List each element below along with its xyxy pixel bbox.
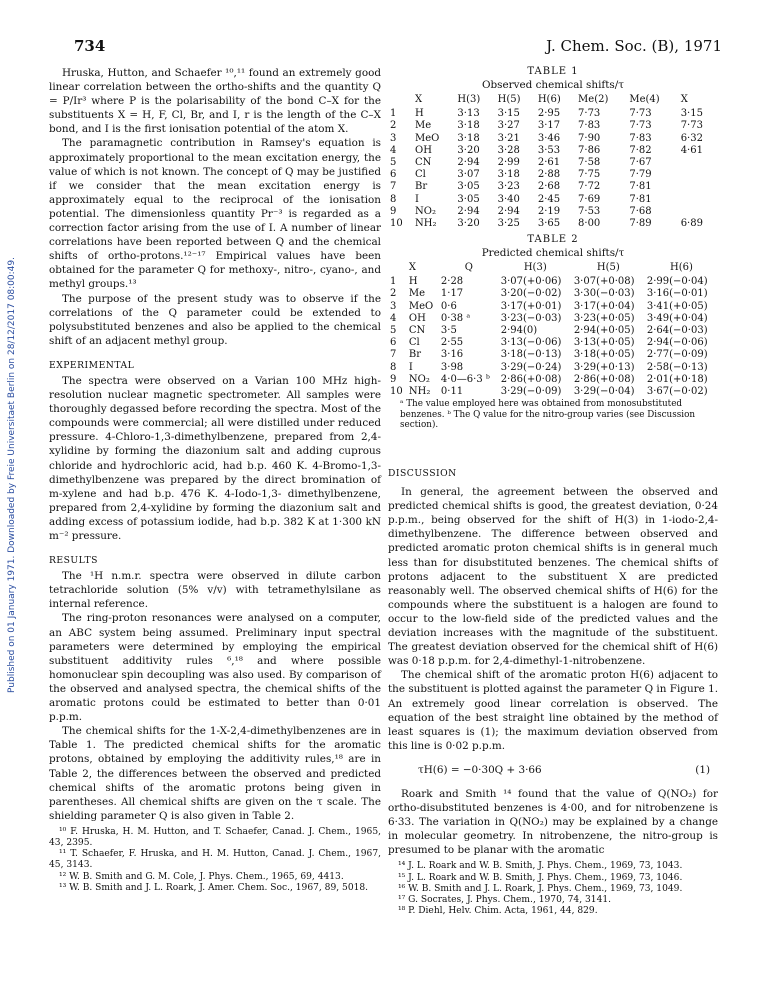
table-cell: 3·41(+0·05) — [646, 300, 708, 312]
equation-number: (1) — [695, 763, 710, 776]
table-cell: 7·73 — [629, 120, 652, 132]
discussion-heading: DISCUSSION — [388, 468, 457, 479]
table-2-grid — [388, 262, 718, 398]
table-cell: 2·55 — [440, 337, 464, 349]
table-cell: I — [408, 361, 413, 373]
table-cell: Br — [408, 349, 422, 361]
table-row — [388, 276, 718, 288]
table-cell: 2·45 — [537, 193, 561, 205]
table-cell: 3·07(+0·06) — [500, 276, 562, 288]
equation-1 — [388, 763, 718, 777]
table-cell: 3·29(−0·09) — [500, 386, 562, 398]
table-cell: 3·67(−0·02) — [646, 386, 708, 398]
table-cell: 9 — [390, 373, 397, 385]
table-cell: 3·13(+0·05) — [573, 337, 635, 349]
intro-paragraph-1: Hruska, Hutton, and Schaefer ¹⁰,¹¹ found an extremely good linear correlation between the ortho-shifts and the quantity Q = P/Ir³ where P is the polarisability of the bond C–X for the substituents X = H, F, Cl, Br, and I, r is the length of the C–X bond, and I is the first ionisation potential of the atom X. — [49, 67, 381, 136]
table-cell: 3·49(+0·04) — [646, 312, 708, 324]
table-cell: 3·29(+0·13) — [573, 361, 635, 373]
table-cell: 2·58(−0·13) — [646, 361, 708, 373]
table-cell: NH₂ — [415, 218, 437, 230]
table-cell: 3·20 — [457, 144, 480, 156]
table-cell: 10 — [390, 218, 403, 230]
table-row — [388, 194, 718, 206]
table-cell: 2·94(−0·06) — [646, 337, 708, 349]
table-cell: 2·77(−0·09) — [646, 349, 708, 361]
results-paragraph-3: The chemical shifts for the 1-X-2,4-dimethylbenzenes are in Table 1. The predicted chemical shifts for the aromatic protons, obtained by employing the additivity rules,¹⁸ are in Table 2, the differences between the observed and predicted chemical shifts of the aromatic protons being given in parentheses. All chemical shifts are given on the τ scale. The shielding parameter Q is also given in Table 2. — [49, 725, 381, 822]
left-column — [49, 66, 381, 894]
table-cell: 7·69 — [578, 193, 601, 205]
table-row — [388, 313, 718, 325]
table-cell: 7 — [390, 181, 397, 193]
table-cell: Me — [408, 288, 426, 300]
table-cell: 4·61 — [680, 144, 703, 156]
table-cell: 3·20 — [457, 218, 480, 230]
table-2-title: TABLE 2 — [527, 234, 579, 245]
results-paragraph-2: The ring-proton resonances were analysed on a computer, an ABC system being assumed. Preliminary input spectral parameters were determined by employing the empirical substituent additivity rules ⁶,¹⁸ and where possible homonuclear spin decoupling was also used. By comparison of the observed and analysed spectra, the chemical shifts of the aromatic protons could be estimated to better than 0·01 p.p.m. — [49, 612, 381, 724]
table-2-footnote: ᵃ The value employed here was obtained from monosubstituted benzenes. ᵇ The Q value for the nitro-group varies (see Discussion section). — [400, 399, 696, 431]
discussion-paragraph-2: The chemical shift of the aromatic proton H(6) adjacent to the substituent is plotted against the parameter Q in Figure 1. An extremely good linear correlation is observed. The equation of the best straight line obtained by the method of least squares is (1); the maximum deviation observed from this line is 0·02 p.p.m. — [388, 669, 718, 752]
table-cell: 3·17 — [537, 120, 561, 132]
table-cell: 3·05 — [457, 181, 480, 193]
discussion-paragraph-3: Roark and Smith ¹⁴ found that the value of Q(NO₂) for ortho-disubstituted benzenes is 4·00, and for nitrobenzene is 6·33. The variation in Q(NO₂) may be explained by a change in molecular geometry. In nitrobenzene, the nitro-group is presumed to be planar with the aromatic — [388, 787, 718, 857]
table-cell: 3·16(−0·01) — [646, 288, 708, 300]
table-cell: 6 — [390, 169, 397, 181]
table-cell — [679, 169, 718, 181]
table-cell: 2·94(+0·05) — [573, 325, 635, 337]
table-cell: 3·15 — [497, 108, 520, 120]
table-cell: 7·75 — [578, 169, 601, 181]
table-cell: 7·86 — [578, 144, 601, 156]
table-cell: 7·83 — [578, 120, 601, 132]
table-cell: 10 — [390, 386, 403, 398]
table-cell: 2·99 — [497, 157, 520, 169]
table-cell: 7·82 — [629, 144, 652, 156]
table-row — [388, 362, 718, 374]
table-cell: H — [415, 108, 424, 120]
table-cell: 3·13(−0·06) — [500, 337, 562, 349]
table-cell: 7·67 — [629, 157, 652, 169]
table-cell: 2 — [390, 288, 397, 300]
table-cell: 3·29(−0·04) — [573, 386, 635, 398]
table-2-subtitle: Predicted chemical shifts/τ — [481, 247, 625, 259]
reference-17: ¹⁷ G. Socrates, J. Phys. Chem., 1970, 74, 3141. — [398, 895, 612, 906]
table-cell: 3·18 — [457, 120, 480, 132]
right-references — [388, 861, 718, 917]
table-2-header-row — [388, 262, 718, 276]
table-header-cell — [388, 94, 413, 108]
table-cell: 3·15 — [680, 108, 703, 120]
table-cell: 0·6 — [440, 300, 457, 312]
table-cell: Br — [415, 181, 428, 193]
table-cell: CN — [415, 157, 432, 169]
table-cell: 2·99(−0·04) — [646, 276, 708, 288]
table-cell: 7 — [390, 349, 397, 361]
table-cell: 3·18(+0·05) — [573, 349, 635, 361]
table-cell: 2·64(−0·03) — [646, 325, 708, 337]
table-cell: 7·73 — [629, 108, 652, 120]
table-header-cell: H(3) — [523, 262, 547, 273]
table-header-cell: X — [415, 94, 423, 105]
table-cell: Cl — [415, 169, 426, 181]
table-cell: NO₂ — [415, 205, 436, 217]
reference-12: ¹² W. B. Smith and G. M. Cole, J. Phys. Chem., 1965, 69, 4413. — [59, 871, 344, 882]
table-cell: 2·95 — [537, 108, 561, 120]
table-1-title: TABLE 1 — [527, 66, 579, 77]
table-cell — [679, 194, 718, 206]
table-cell: 2·88 — [537, 169, 561, 181]
experimental-paragraph: The spectra were observed on a Varian 100 MHz high-resolution nuclear magnetic spectrometer. All samples were thoroughly degassed before recording the spectra. Most of the compounds were commercial; all were distilled under reduced pressure. 4-Chloro-1,3-dimethylbenzene, prepared from 2,4-xylidine by forming the diazonium salt and adding cuprous chloride and hydrochloric acid, had b.p. 460 K. 4-Bromo-1,3-dimethylbenzene was prepared by the direct bromination of m-xylene and had b.p. 476 K. 4-Iodo-1,3- dimethylbenzene, prepared from 2,4-xylidine by forming the diazonium salt and adding excess of potassium iodide, had b.p. 382 K at 1·300 kN m⁻² pressure. — [49, 374, 381, 542]
table-cell: 3·28 — [497, 144, 520, 156]
reference-16: ¹⁶ W. B. Smith and J. L. Roark, J. Phys. Chem., 1969, 73, 1049. — [398, 883, 683, 894]
table-cell: 7·73 — [578, 108, 601, 120]
table-row — [388, 349, 718, 361]
reference-10: ¹⁰ F. Hruska, H. M. Hutton, and T. Schaefer, Canad. J. Chem., 1965, 43, 2395. — [49, 826, 381, 849]
table-cell: 6·89 — [680, 218, 703, 230]
table-row — [388, 337, 718, 349]
table-cell: 2·86(+0·08) — [573, 373, 635, 385]
table-cell: 2·94 — [497, 205, 520, 217]
table-cell: 3·17(+0·04) — [573, 300, 635, 312]
journal-header: J. Chem. Soc. (B), 1971 — [546, 37, 722, 55]
table-cell: Me — [415, 120, 432, 132]
table-cell: 3·07(+0·08) — [573, 276, 635, 288]
table-cell: 3·13 — [457, 108, 480, 120]
table-cell: 3 — [390, 132, 397, 144]
table-cell: 3·98 — [440, 361, 464, 373]
table-cell: 7·72 — [578, 181, 601, 193]
table-cell: 1·17 — [440, 288, 464, 300]
table-cell: 3·20(−0·02) — [500, 288, 562, 300]
table-cell: 2 — [390, 120, 397, 132]
left-references — [49, 827, 381, 894]
table-header-cell — [388, 262, 407, 276]
table-header-cell: H(3) — [457, 94, 481, 105]
table-cell: H — [408, 276, 418, 288]
table-cell: 7·58 — [578, 157, 601, 169]
table-row — [388, 157, 718, 169]
table-header-cell: X — [680, 94, 688, 105]
table-header-cell: X — [408, 262, 417, 273]
table-cell: 4·0—6·3 ᵇ — [440, 373, 490, 385]
table-cell: 7·81 — [629, 181, 652, 193]
table-1-header-row — [388, 94, 718, 108]
table-cell: 8 — [390, 361, 397, 373]
table-cell: 7·73 — [680, 120, 703, 132]
table-cell: 6 — [390, 337, 397, 349]
table-row — [388, 133, 718, 145]
table-cell: 3 — [390, 300, 397, 312]
table-cell: 2·94 — [457, 205, 480, 217]
table-cell: 2·94(0) — [500, 325, 538, 337]
table-cell: 7·83 — [629, 132, 652, 144]
table-cell: 8·00 — [578, 218, 601, 230]
table-cell: 3·23(+0·05) — [573, 312, 635, 324]
equation-text: τH(6) = −0·30Q + 3·66 — [418, 763, 542, 776]
table-row — [388, 288, 718, 300]
table-cell: 3·07 — [457, 169, 480, 181]
table-cell: CN — [408, 325, 426, 337]
table-cell: 5 — [390, 325, 397, 337]
table-header-cell: Me(2) — [578, 94, 609, 105]
table-header-cell: H(6) — [670, 262, 693, 273]
discussion-paragraph-1: In general, the agreement between the observed and predicted chemical shifts is good, the greatest deviation, 0·24 p.p.m., being observed for the shift of H(3) in 1-iodo-2,4-dimethylbenzene. The difference between observed and predicted aromatic proton chemical shifts is in general much less than for disubstituted benzenes. The chemical shifts of protons adjacent to the substituent X are predicted reasonably well. The observed chemical shifts of H(6) for the compounds where the substituent is a halogen are found to occur to the low-field side of the predicted values and the deviation increases with the magnitude of the substituent. The greatest deviation observed for the chemical shift of H(6) was 0·18 p.p.m. for 2,4-dimethyl-1-nitrobenzene. — [388, 486, 718, 668]
table-row — [388, 325, 718, 337]
table-cell: 3·5 — [440, 325, 457, 337]
table-row — [388, 374, 718, 386]
table-header-cell: Q — [464, 262, 473, 273]
right-column — [388, 467, 718, 917]
table-cell — [679, 181, 718, 193]
intro-paragraph-3: The purpose of the present study was to observe if the correlations of the Q parameter could be extended to polysubstituted benzenes and also be applied to the chemical shift of an adjacent methyl group. — [49, 292, 381, 347]
table-cell: 3·23(−0·03) — [500, 312, 562, 324]
table-cell: 9 — [390, 205, 397, 217]
table-cell: 3·30(−0·03) — [573, 288, 635, 300]
table-cell: OH — [415, 144, 432, 156]
table-cell: 7·89 — [629, 218, 652, 230]
table-cell: 6·32 — [680, 132, 703, 144]
table-1-grid — [388, 94, 718, 230]
table-cell — [679, 206, 718, 218]
table-cell: MeO — [408, 300, 434, 312]
table-cell: 3·18 — [457, 132, 480, 144]
table-header-cell: H(5) — [596, 262, 620, 273]
reference-18: ¹⁸ P. Diehl, Helv. Chim. Acta, 1961, 44, 829. — [398, 906, 598, 917]
table-cell: 3·25 — [497, 218, 520, 230]
table-cell: 3·18(−0·13) — [500, 349, 562, 361]
table-cell: 2·01(+0·18) — [646, 373, 708, 385]
table-header-cell: H(5) — [497, 94, 521, 105]
table-cell: 3·53 — [537, 144, 561, 156]
table-row — [388, 169, 718, 181]
table-cell: 2·19 — [537, 205, 561, 217]
table-cell: 2·61 — [537, 157, 561, 169]
table-cell: 3·23 — [497, 181, 520, 193]
table-cell: 3·27 — [497, 120, 520, 132]
table-cell: 3·29(−0·24) — [500, 361, 562, 373]
table-cell: 3·40 — [497, 193, 520, 205]
table-1 — [388, 66, 718, 230]
reference-15: ¹⁵ J. L. Roark and W. B. Smith, J. Phys. Chem., 1969, 73, 1046. — [398, 872, 683, 883]
table-row — [388, 206, 718, 218]
table-cell: 2·28 — [440, 276, 464, 288]
table-cell: 5 — [390, 157, 397, 169]
intro-paragraph-2: The paramagnetic contribution in Ramsey's equation is approximately proportional to the mean excitation energy, the value of which is not known. The concept of Q may be justified if we consider that the mean excitation energy is approximately equal to the reciprocal of the ionisation potential. The dimensionless quantity Pr⁻³ is regarded as a correction factor arising from the use of I. A number of linear correlations have been reported between Q and the chemical shifts of ortho-protons.¹²⁻¹⁷ Empirical values have been obtained for the parameter Q for methoxy-, nitro-, cyano-, and methyl groups.¹³ — [49, 137, 381, 291]
reference-14: ¹⁴ J. L. Roark and W. B. Smith, J. Phys. Chem., 1969, 73, 1043. — [398, 861, 683, 872]
table-cell: 0·38 ᵃ — [440, 312, 471, 324]
publication-sidebar[interactable]: Published on 01 January 1971. Downloaded by Freie Universitaet Berlin on 28/12/2017 08:00:49. — [7, 257, 17, 693]
table-cell: 3·17(+0·01) — [500, 300, 562, 312]
table-row — [388, 181, 718, 193]
page-number: 734 — [74, 37, 106, 55]
table-row — [388, 218, 718, 230]
table-cell: 3·46 — [537, 132, 561, 144]
table-cell: MeO — [415, 132, 440, 144]
table-cell: Cl — [408, 337, 420, 349]
table-header-cell: H(6) — [537, 94, 561, 105]
table-cell: NO₂ — [408, 373, 430, 385]
table-cell: OH — [408, 312, 426, 324]
table-row — [388, 145, 718, 157]
experimental-heading: EXPERIMENTAL — [49, 359, 135, 371]
table-row — [388, 108, 718, 120]
table-cell: 7·68 — [629, 205, 652, 217]
table-cell: 3·65 — [537, 218, 561, 230]
table-row — [388, 301, 718, 313]
results-heading: RESULTS — [49, 555, 98, 567]
table-cell: 1 — [390, 276, 397, 288]
table-cell — [679, 157, 718, 169]
table-cell: 4 — [390, 312, 397, 324]
table-cell: 3·05 — [457, 193, 480, 205]
table-cell: 7·90 — [578, 132, 601, 144]
table-cell: 7·79 — [629, 169, 652, 181]
table-1-subtitle: Observed chemical shifts/τ — [481, 79, 625, 91]
table-cell: 2·94 — [457, 157, 480, 169]
table-cell: 2·86(+0·08) — [500, 373, 562, 385]
reference-11: ¹¹ T. Schaefer, F. Hruska, and H. M. Hutton, Canad. J. Chem., 1967, 45, 3143. — [49, 849, 381, 871]
table-2 — [388, 234, 718, 431]
table-cell: 3·16 — [440, 349, 464, 361]
table-row — [388, 386, 718, 398]
table-cell: 3·18 — [497, 169, 520, 181]
table-cell: 4 — [390, 144, 397, 156]
table-cell: 7·81 — [629, 193, 652, 205]
table-cell: 3·21 — [497, 132, 520, 144]
table-row — [388, 120, 718, 132]
table-header-cell: Me(4) — [629, 94, 660, 105]
table-cell: I — [415, 193, 419, 205]
table-cell: 7·53 — [578, 205, 601, 217]
reference-13: ¹³ W. B. Smith and J. L. Roark, J. Amer. Chem. Soc., 1967, 89, 5018. — [59, 882, 369, 893]
table-cell: 8 — [390, 193, 397, 205]
table-cell: 0·11 — [440, 386, 464, 398]
table-cell: NH₂ — [408, 386, 431, 398]
results-paragraph-1: The ¹H n.m.r. spectra were observed in dilute carbon tetrachloride solution (5% v/v) with tetramethylsilane as internal reference. — [49, 570, 381, 611]
table-cell: 1 — [390, 108, 397, 120]
table-cell: 2·68 — [537, 181, 561, 193]
